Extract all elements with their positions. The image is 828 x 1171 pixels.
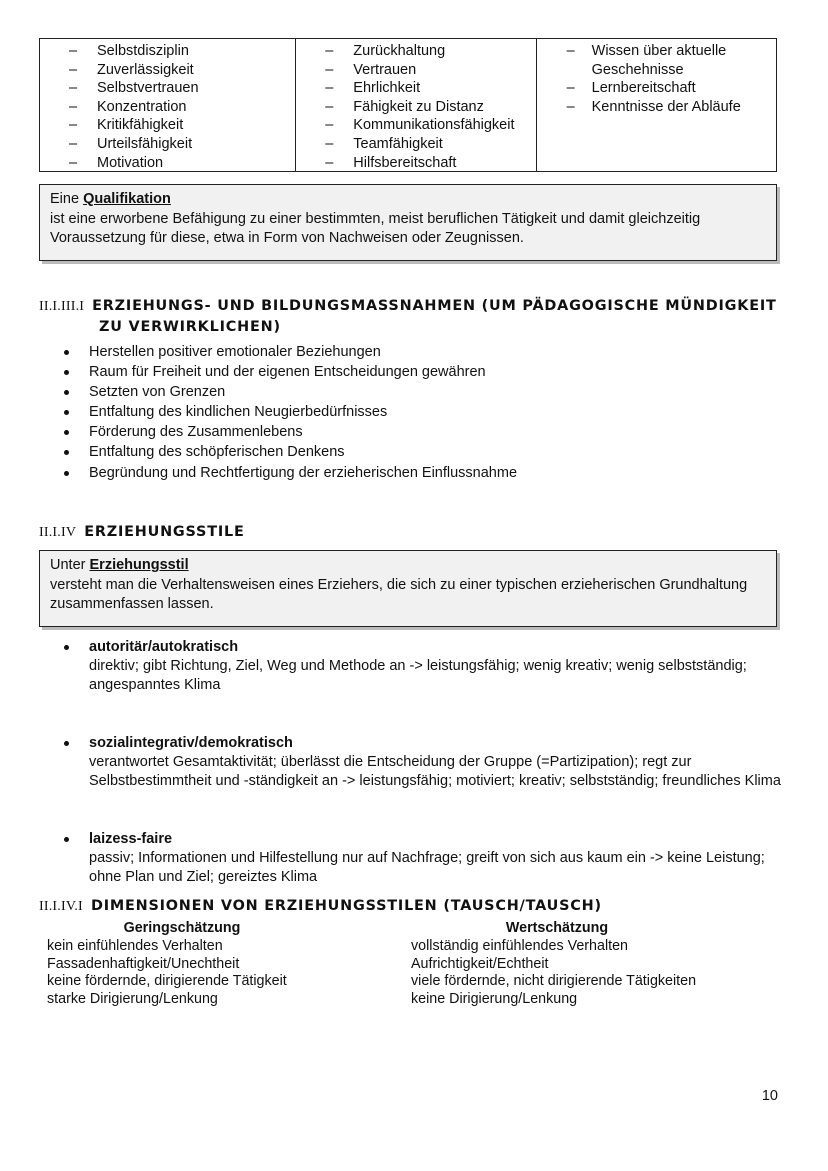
list-item: – Teamfähigkeit [296,135,535,154]
column-header: Wertschätzung [505,920,609,936]
list-item: Förderung des Zusammenlebens [58,422,517,442]
section-number: II.I.IV.I [39,899,83,914]
list-item: Setzten von Grenzen [58,382,517,402]
list-item: vollständig einfühlendes Verhalten [411,937,628,954]
section-title-continued: ZU VERWIRKLICHEN) [99,319,281,335]
list-item: – Ehrlichkeit [296,79,535,98]
section-heading-dimensionen [39,898,602,915]
list-item: – Konzentration [40,98,295,117]
massnahmen-list [58,342,517,483]
dimension-column-wertschaetzung [411,920,771,1009]
bullet-icon [64,645,69,650]
style-description: direktiv; gibt Richtung, Ziel, Weg und Methode an -> leistungsfähig; wenig kreativ; wenig selbstständig; angespanntes Klima [89,658,747,694]
definition-prefix: Unter [50,557,90,573]
list-item: Entfaltung des schöpferischen Denkens [58,442,517,462]
list-item: Aufrichtigkeit/Echtheit [411,955,549,972]
list-item: – Wissen über aktuelle Geschehnisse [537,42,752,79]
page-number: 10 [761,1088,778,1104]
dimension-column-geringschaetzung [47,920,317,1009]
list-item: – Vertrauen [296,61,535,80]
qualities-column-2 [296,39,536,171]
list-item: – Fähigkeit zu Distanz [296,98,535,117]
style-description: passiv; Informationen und Hilfestellung nur auf Nachfrage; greift von sich aus kaum ein -> keine Leistung; ohne Plan und Ziel; gereiztes Klima [89,850,765,886]
list-item: – Kritikfähigkeit [40,116,295,135]
list-item: – Motivation [40,154,295,173]
qualities-table [39,38,777,172]
bullet-icon [64,741,69,746]
qualifikation-definition-box [39,184,777,261]
style-name: laizess-faire [89,831,173,847]
list-item: – Kenntnisse der Abläufe [537,98,776,117]
section-number: II.I.III.I [39,299,85,314]
bullet-icon [64,837,69,842]
list-item: Fassadenhaftigkeit/Unechtheit [47,955,240,972]
section-heading-massnahmen-line2 [99,319,281,335]
list-item: Herstellen positiver emotionaler Beziehungen [58,342,517,362]
list-item: – Selbstdisziplin [40,42,295,61]
list-item: viele fördernde, nicht dirigierende Tätigkeiten [411,973,697,990]
list-item: Entfaltung des kindlichen Neugierbedürfnisses [58,402,517,422]
qualities-column-1 [40,39,296,171]
erziehungsstil-definition-box [39,550,777,627]
list-item: – Selbstvertrauen [40,79,295,98]
list-item: keine Dirigierung/Lenkung [411,991,578,1008]
list-item: kein einfühlendes Verhalten [47,937,223,954]
list-item: – Hilfsbereitschaft [296,154,535,173]
section-title: ERZIEHUNGS- UND BILDUNGSMASSNAHMEN (UM PÄDAGOGISCHE MÜNDIGKEIT [92,298,777,314]
list-item: – Zurückhaltung [296,42,535,61]
list-item: Raum für Freiheit und der eigenen Entscheidungen gewähren [58,362,517,382]
qualities-column-3 [537,39,776,171]
list-item: – Urteilsfähigkeit [40,135,295,154]
column-header: Geringschätzung [123,920,241,936]
definition-text: ist eine erworbene Befähigung zu einer bestimmten, meist beruflichen Tätigkeit und damit gleichzeitig Voraussetzung für diese, etwa in Form von Nachweisen oder Zeugnissen. [50,210,701,246]
definition-term: Qualifikation [83,191,171,207]
definition-term: Erziehungsstil [89,557,189,573]
style-description: verantwortet Gesamtaktivität; überlässt die Entscheidung der Gruppe (=Partizipation); regt zur Selbstbestimmtheit und -ständigkeit an -> leistungsfähig; motiviert; kreativ; selbstständig; freundliches Klima [89,754,781,790]
style-name: sozialintegrativ/demokratisch [89,735,293,751]
style-name: autoritär/autokratisch [89,639,239,655]
section-heading-massnahmen [39,298,777,315]
definition-text: versteht man die Verhaltensweisen eines Erziehers, die sich zu einer typischen erzieherischen Grundhaltung zusammenfassen lassen. [50,576,748,612]
section-number: II.I.IV [39,525,77,540]
list-item: – Kommunikationsfähigkeit [296,116,535,135]
list-item: keine fördernde, dirigierende Tätigkeit [47,973,287,990]
list-item: starke Dirigierung/Lenkung [47,991,218,1008]
list-item: – Zuverlässigkeit [40,61,295,80]
section-heading-erziehungsstile [39,524,245,541]
definition-prefix: Eine [50,191,84,207]
list-item: Begründung und Rechtfertigung der erzieherischen Einflussnahme [58,463,517,483]
section-title: ERZIEHUNGSSTILE [84,524,245,540]
list-item: – Lernbereitschaft [537,79,776,98]
section-title: DIMENSIONEN VON ERZIEHUNGSSTILEN (TAUSCH/TAUSCH) [90,898,602,914]
